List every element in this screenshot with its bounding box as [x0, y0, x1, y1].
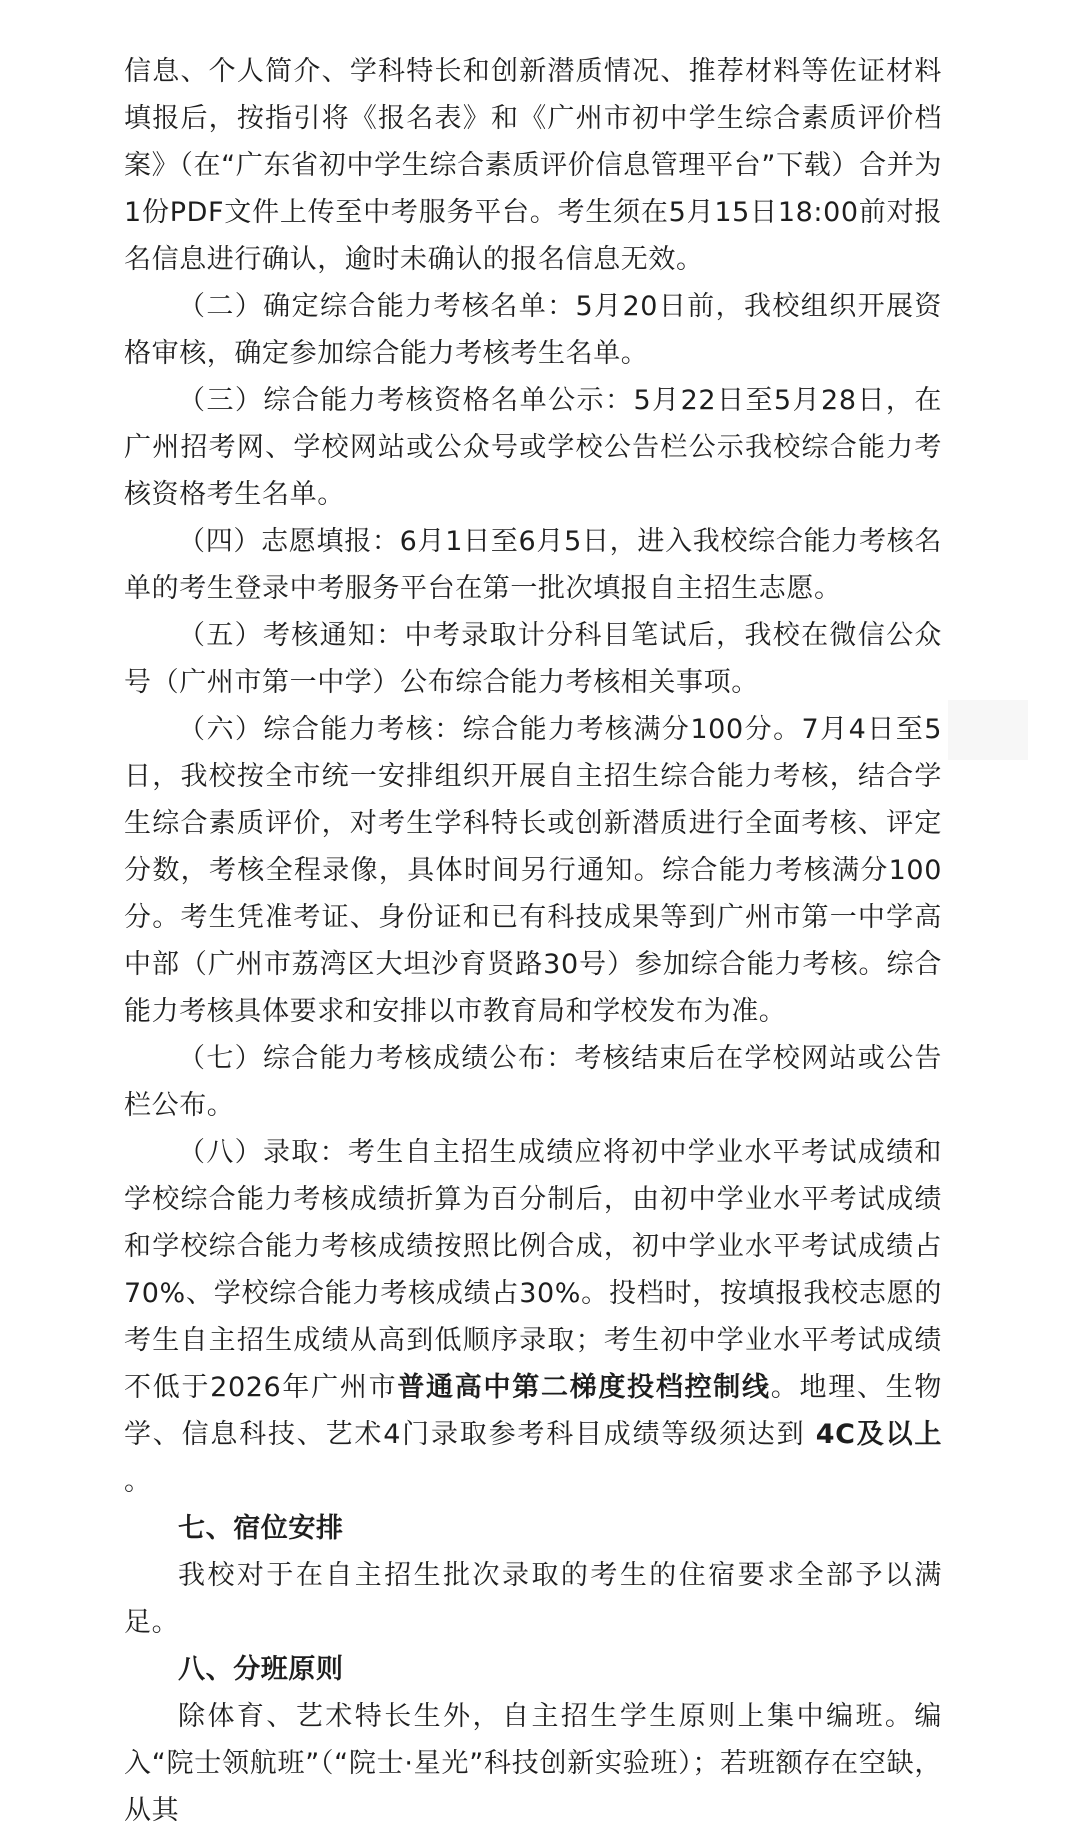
paragraph-registration: 信息、个人简介、学科特长和创新潜质情况、推荐材料等佐证材料填报后，按指引将《报名表》和《广州市初中学生综合素质评价档案》（在“广东省初中学生综合素质评价信息管理平台”下载）合并为1份PDF文件上传至中考服务平台。考生须在5月15日18:00前对报名信息进行确认，逾时未确认的报名信息无效。 [124, 56, 942, 275]
admission-text-3: 。 [124, 1466, 152, 1497]
document-page [124, 48, 942, 1834]
admission-text-2: 。地理、生物学、信息科技、艺术4门录取参考科目成绩等级须达到 [124, 1372, 942, 1450]
paragraph-list-publicity: （三）综合能力考核资格名单公示：5月22日至5月28日，在广州招考网、学校网站或公众号或学校公告栏公示我校综合能力考核资格考生名单。 [124, 385, 942, 510]
paragraph-volunteer-filling: （四）志愿填报：6月1日至6月5日，进入我校综合能力考核名单的考生登录中考服务平台在第一批次填报自主招生志愿。 [124, 526, 942, 604]
admission-grade-requirement: 4C及以上 [815, 1419, 943, 1450]
paragraph-qualification-review: （二）确定综合能力考核名单：5月20日前，我校组织开展资格审核，确定参加综合能力考核考生名单。 [124, 291, 942, 369]
paragraph-assessment-notice: （五）考核通知：中考录取计分科目笔试后，我校在微信公众号（广州市第一中学）公布综合能力考核相关事项。 [124, 620, 942, 698]
section-heading-class-grouping: 八、分班原则 [178, 1654, 344, 1685]
paragraph-comprehensive-assessment: （六）综合能力考核：综合能力考核满分100分。7月4日至5日，我校按全市统一安排组织开展自主招生综合能力考核，结合学生综合素质评价，对考生学科特长或创新潜质进行全面考核、评定分数，考核全程录像，具体时间另行通知。综合能力考核满分100分。考生凭准考证、身份证和已有科技成果等到广州市第一中学高中部（广州市荔湾区大坦沙育贤路30号）参加综合能力考核。综合能力考核具体要求和安排以市教育局和学校发布为准。 [124, 714, 942, 1027]
admission-control-line: 普通高中第二梯度投档控制线 [397, 1372, 771, 1403]
scan-artifact [948, 700, 1028, 760]
paragraph-admission [124, 1129, 942, 1505]
paragraph-class-grouping: 除体育、艺术特长生外，自主招生学生原则上集中编班。编入“院士领航班”（“院士·星光”科技创新实验班）；若班额存在空缺，从其 [124, 1701, 942, 1826]
paragraph-score-publication: （七）综合能力考核成绩公布：考核结束后在学校网站或公告栏公布。 [124, 1043, 942, 1121]
admission-text-1: （八）录取：考生自主招生成绩应将初中学业水平考试成绩和学校综合能力考核成绩折算为百分制后，由初中学业水平考试成绩和学校综合能力考核成绩按照比例合成，初中学业水平考试成绩占70%、学校综合能力考核成绩占30%。投档时，按填报我校志愿的考生自主招生成绩从高到低顺序录取；考生初中学业水平考试成绩不低于2026年广州市 [124, 1137, 942, 1403]
section-heading-accommodation: 七、宿位安排 [178, 1513, 344, 1544]
paragraph-accommodation: 我校对于在自主招生批次录取的考生的住宿要求全部予以满足。 [124, 1560, 942, 1638]
